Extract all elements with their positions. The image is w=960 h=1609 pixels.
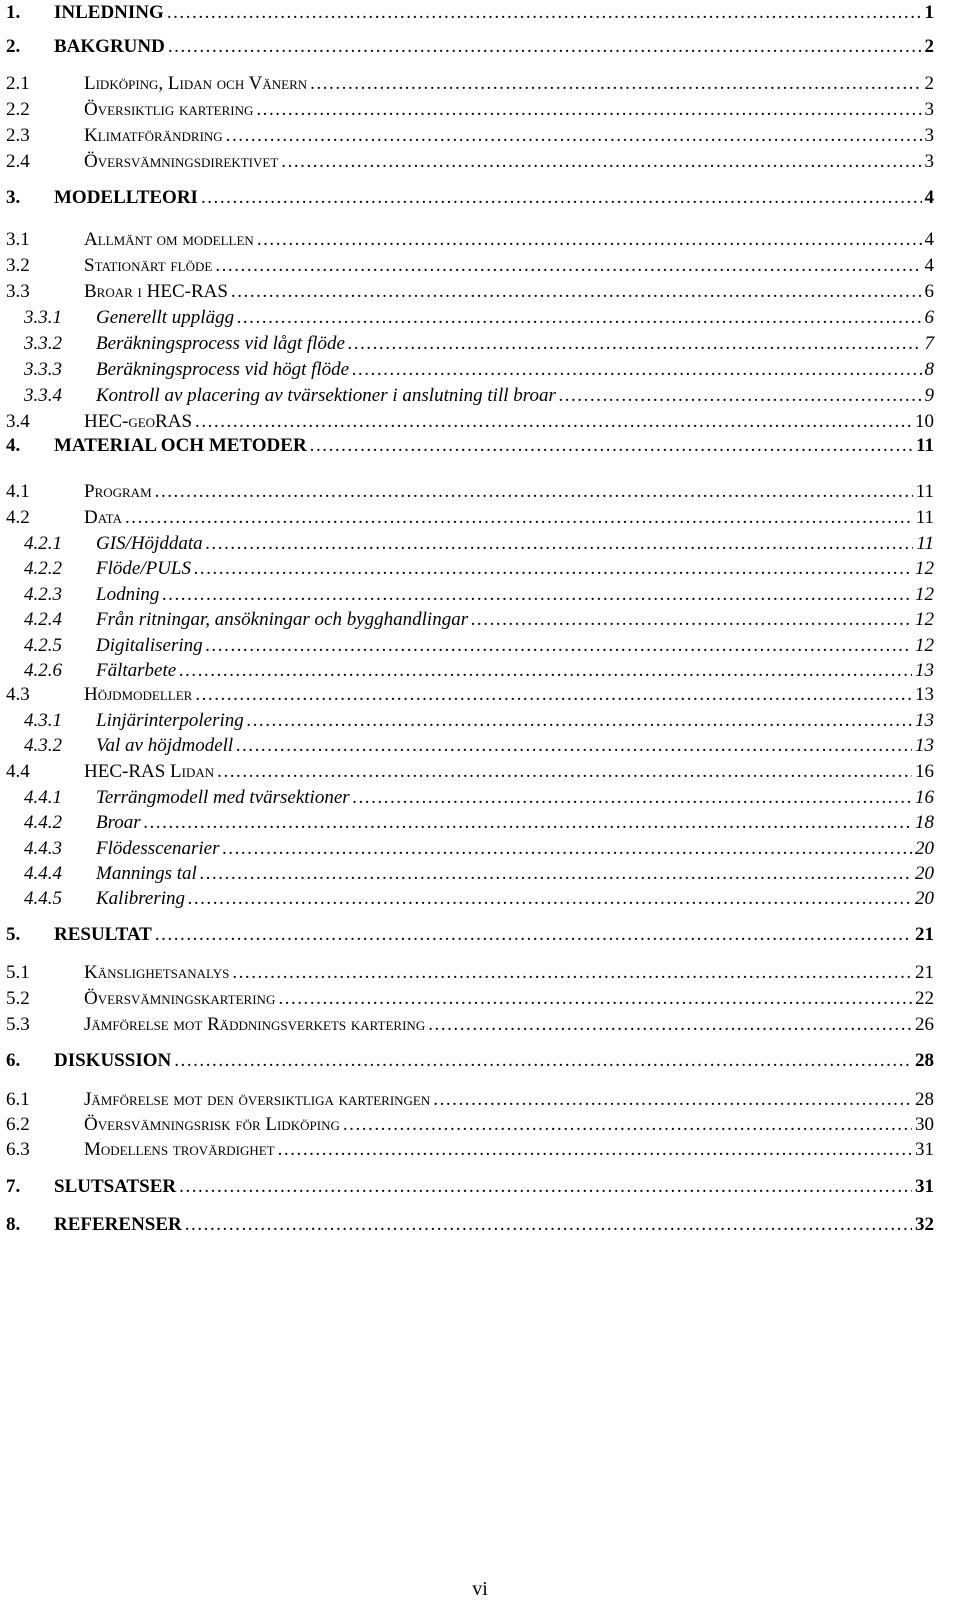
toc-entry-number: 4.4.1	[24, 787, 62, 808]
toc-entry-number: 4.2.6	[24, 660, 62, 681]
toc-entry[interactable]	[24, 556, 934, 582]
toc-entry-page: 22	[915, 988, 934, 1009]
toc-entry-title: Översvämningsrisk för Lidköping	[84, 1114, 340, 1135]
toc-entry-title: REFERENSER	[54, 1214, 182, 1235]
toc-entry-page: 16	[915, 787, 934, 808]
toc-entry-page: 9	[924, 385, 934, 406]
toc-entry[interactable]	[6, 123, 934, 149]
dot-leader	[226, 123, 922, 149]
toc-entry-page: 6	[924, 307, 934, 328]
toc-entry-title: BAKGRUND	[54, 36, 165, 57]
toc-entry-number: 4.3.2	[24, 735, 62, 756]
toc-entry-title: Jämförelse mot den översiktliga karteringen	[84, 1089, 431, 1110]
dot-leader	[162, 582, 912, 608]
toc-entry[interactable]	[24, 836, 934, 862]
toc-entry-page: 12	[915, 609, 934, 630]
toc-entry[interactable]	[24, 861, 934, 887]
toc-entry-title: HEC-geoRAS	[84, 411, 193, 432]
toc-entry[interactable]	[6, 253, 934, 279]
toc-entry-page: 4	[924, 187, 934, 208]
dot-leader	[433, 1087, 912, 1113]
toc-entry-title: Känslighetsanalys	[84, 962, 230, 983]
toc-entry-number: 2.2	[6, 99, 30, 120]
toc-entry[interactable]	[6, 409, 934, 435]
toc-entry-page: 13	[915, 684, 934, 705]
toc-entry[interactable]	[24, 708, 934, 734]
toc-entry-page: 20	[915, 888, 934, 909]
toc-entry-number: 6.1	[6, 1089, 30, 1110]
toc-entry-page: 2	[924, 73, 934, 94]
toc-entry[interactable]	[6, 1087, 934, 1113]
toc-entry-page: 3	[924, 125, 934, 146]
toc-entry-title: Fältarbete	[96, 660, 177, 681]
toc-entry-title: Data	[84, 507, 122, 528]
toc-entry[interactable]	[6, 149, 934, 175]
toc-entry-title: Översvämningskartering	[84, 988, 276, 1009]
toc-entry[interactable]	[24, 383, 934, 409]
dot-leader	[232, 960, 912, 986]
toc-entry-page: 4	[924, 229, 934, 250]
dot-leader	[195, 409, 912, 435]
toc-entry-page: 28	[915, 1050, 934, 1071]
toc-entry-number: 5.2	[6, 988, 30, 1009]
toc-entry-page: 12	[915, 635, 934, 656]
toc-entry[interactable]	[6, 0, 934, 26]
dot-leader	[167, 0, 922, 26]
toc-entry[interactable]	[24, 633, 934, 659]
toc-entry-title: Översiktlig kartering	[84, 99, 254, 120]
dot-leader	[125, 505, 913, 531]
dot-leader	[155, 479, 913, 505]
dot-leader	[168, 34, 922, 60]
toc-entry-number: 3.3.1	[24, 307, 62, 328]
dot-leader	[310, 71, 921, 97]
toc-entry-title: MATERIAL OCH METODER	[54, 435, 307, 456]
dot-leader	[179, 658, 912, 684]
toc-entry[interactable]	[6, 34, 934, 60]
toc-entry-title: Flödesscenarier	[96, 838, 220, 859]
toc-entry-title: Mannings tal	[96, 863, 197, 884]
toc-entry-title: Terrängmodell med tvärsektioner	[96, 787, 350, 808]
toc-entry[interactable]	[6, 279, 934, 305]
toc-entry[interactable]	[6, 479, 934, 505]
toc-entry-page: 20	[915, 863, 934, 884]
toc-entry[interactable]	[6, 97, 934, 123]
toc-entry-page: 1	[924, 2, 934, 23]
toc-entry-title: Digitalisering	[96, 635, 203, 656]
toc-entry-page: 11	[915, 481, 934, 502]
toc-entry-number: 6.2	[6, 1114, 30, 1135]
toc-entry-page: 16	[915, 761, 934, 782]
dot-leader	[256, 97, 921, 123]
toc-entry-page: 31	[915, 1139, 934, 1160]
toc-entry-page: 4	[924, 255, 934, 276]
dot-leader	[352, 357, 921, 383]
toc-entry-page: 28	[915, 1089, 934, 1110]
toc-entry-page: 20	[915, 838, 934, 859]
toc-entry-title: Broar	[96, 812, 141, 833]
toc-entry-number: 6.	[6, 1050, 21, 1071]
dot-leader	[257, 227, 922, 253]
toc-entry-number: 4.1	[6, 481, 30, 502]
toc-entry-number: 1.	[6, 2, 21, 23]
toc-entry-page: 11	[916, 533, 934, 554]
toc-entry[interactable]	[6, 1012, 934, 1038]
dot-leader	[200, 861, 912, 887]
dot-leader	[343, 1112, 912, 1138]
dot-leader	[215, 253, 921, 279]
toc-entry-number: 4.2	[6, 507, 30, 528]
toc-entry-title: Val av höjdmodell	[96, 735, 234, 756]
dot-leader	[247, 708, 912, 734]
toc-entry-title: SLUTSATSER	[54, 1176, 177, 1197]
toc-entry-title: Flöde/PULS	[96, 558, 191, 579]
toc-entry-number: 7.	[6, 1176, 21, 1197]
toc-entry-page: 12	[915, 558, 934, 579]
toc-entry-title: Översvämningsdirektivet	[84, 151, 279, 172]
toc-entry-title: Kalibrering	[96, 888, 186, 909]
toc-entry[interactable]	[24, 357, 934, 383]
toc-entry[interactable]	[24, 331, 934, 357]
toc-entry[interactable]	[24, 886, 934, 912]
toc-entry-title: RESULTAT	[54, 924, 152, 945]
toc-entry[interactable]	[6, 759, 934, 785]
dot-leader	[348, 331, 922, 357]
toc-entry-title: Från ritningar, ansökningar och bygghandlingar	[96, 609, 469, 630]
dot-leader	[201, 185, 922, 211]
toc-entry-page: 10	[915, 411, 934, 432]
toc-entry-title: Lodning	[96, 584, 160, 605]
toc-entry-title: Linjärinterpolering	[96, 710, 244, 731]
dot-leader	[471, 607, 912, 633]
dot-leader	[155, 922, 912, 948]
dot-leader	[310, 433, 913, 459]
toc-entry-page: 8	[924, 359, 934, 380]
toc-entry-page: 7	[924, 333, 934, 354]
dot-leader	[185, 1212, 912, 1238]
toc-entry-number: 3.	[6, 187, 21, 208]
toc-entry-number: 3.3.4	[24, 385, 62, 406]
toc-entry-page: 11	[915, 507, 934, 528]
dot-leader	[194, 556, 912, 582]
toc-entry[interactable]	[6, 1112, 934, 1138]
dot-leader	[428, 1012, 912, 1038]
toc-entry-number: 3.4	[6, 411, 30, 432]
toc-entry-number: 5.3	[6, 1014, 30, 1035]
toc-entry[interactable]	[6, 986, 934, 1012]
dot-leader	[217, 759, 912, 785]
toc-entry-page: 12	[915, 584, 934, 605]
toc-entry-title: DISKUSSION	[54, 1050, 172, 1071]
toc-entry[interactable]	[6, 1048, 934, 1074]
toc-entry-page: 11	[916, 435, 934, 456]
toc-entry-page: 2	[924, 36, 934, 57]
toc-entry[interactable]	[24, 305, 934, 331]
toc-entry-title: HEC-RAS Lidan	[84, 761, 215, 782]
toc-entry-number: 4.4.3	[24, 838, 62, 859]
toc-entry-title: Klimatförändring	[84, 125, 223, 146]
toc-entry-title: Beräkningsprocess vid högt flöde	[96, 359, 350, 380]
toc-entry[interactable]	[6, 682, 934, 708]
toc-entry-number: 3.3.3	[24, 359, 62, 380]
toc-entry-title: Generellt upplägg	[96, 307, 235, 328]
dot-leader	[195, 682, 912, 708]
dot-leader	[144, 810, 912, 836]
toc-entry-title: Beräkningsprocess vid lågt flöde	[96, 333, 345, 354]
toc-entry[interactable]	[6, 227, 934, 253]
dot-leader	[179, 1174, 912, 1200]
toc-entry-number: 4.3	[6, 684, 30, 705]
toc-entry-number: 2.	[6, 36, 21, 57]
dot-leader	[231, 279, 922, 305]
toc-entry-title: MODELLTEORI	[54, 187, 198, 208]
toc-entry[interactable]	[6, 1174, 934, 1200]
toc-entry-number: 4.2.3	[24, 584, 62, 605]
toc-entry-number: 4.2.5	[24, 635, 62, 656]
toc-entry[interactable]	[24, 785, 934, 811]
toc-entry[interactable]	[6, 960, 934, 986]
toc-entry-number: 6.3	[6, 1139, 30, 1160]
page-number: vi	[472, 1578, 488, 1600]
toc-entry-page: 31	[915, 1176, 934, 1197]
toc-entry-page: 18	[915, 812, 934, 833]
toc-entry-page: 6	[924, 281, 934, 302]
dot-leader	[278, 1137, 912, 1163]
toc-entry[interactable]	[24, 582, 934, 608]
toc-entry[interactable]	[24, 531, 934, 557]
dot-leader	[222, 836, 912, 862]
toc-entry-page: 13	[915, 660, 934, 681]
toc-entry-title: Modellens trovärdighet	[84, 1139, 275, 1160]
dot-leader	[278, 986, 912, 1012]
dot-leader	[559, 383, 922, 409]
toc-entry[interactable]	[6, 505, 934, 531]
toc-entry-number: 4.4.2	[24, 812, 62, 833]
toc-entry[interactable]	[24, 607, 934, 633]
toc-entry-number: 4.	[6, 435, 21, 456]
toc-entry[interactable]	[24, 658, 934, 684]
toc-entry[interactable]	[6, 433, 934, 459]
dot-leader	[236, 733, 912, 759]
toc-entry-number: 4.4	[6, 761, 30, 782]
toc-entry[interactable]	[6, 1212, 934, 1238]
toc-entry-number: 3.3	[6, 281, 30, 302]
toc-entry[interactable]	[6, 71, 934, 97]
toc-entry-page: 21	[915, 924, 934, 945]
dot-leader	[281, 149, 921, 175]
toc-entry-number: 2.4	[6, 151, 30, 172]
toc-entry-number: 5.	[6, 924, 21, 945]
toc-entry-number: 4.2.1	[24, 533, 62, 554]
toc-entry-title: Allmänt om modellen	[84, 229, 254, 250]
toc-entry-page: 30	[915, 1114, 934, 1135]
toc-entry-title: GIS/Höjddata	[96, 533, 203, 554]
toc-entry-number: 2.3	[6, 125, 30, 146]
toc-entry[interactable]	[6, 185, 934, 211]
dot-leader	[206, 633, 912, 659]
dot-leader	[237, 305, 921, 331]
toc-entry-title: Program	[84, 481, 152, 502]
toc-entry-number: 3.2	[6, 255, 30, 276]
toc-entry-number: 2.1	[6, 73, 30, 94]
toc-entry-number: 4.2.4	[24, 609, 62, 630]
toc-entry-page: 32	[915, 1214, 934, 1235]
toc-entry-page: 3	[924, 99, 934, 120]
toc-entry[interactable]	[6, 1137, 934, 1163]
toc-entry-page: 13	[915, 710, 934, 731]
toc-entry[interactable]	[6, 922, 934, 948]
toc-entry-number: 4.3.1	[24, 710, 62, 731]
toc-entry-number: 4.4.4	[24, 863, 62, 884]
toc-entry-title: Stationärt flöde	[84, 255, 213, 276]
toc-entry-page: 3	[924, 151, 934, 172]
dot-leader	[188, 886, 912, 912]
toc-entry-title: Lidköping, Lidan och Vänern	[84, 73, 308, 94]
toc-entry[interactable]	[24, 733, 934, 759]
toc-entry-title: Jämförelse mot Räddningsverkets kartering	[84, 1014, 426, 1035]
toc-entry-page: 13	[915, 735, 934, 756]
toc-entry-number: 3.1	[6, 229, 30, 250]
toc-entry-title: Broar i HEC-RAS	[84, 281, 228, 302]
toc-entry-number: 4.4.5	[24, 888, 62, 909]
toc-entry-title: Höjdmodeller	[84, 684, 193, 705]
toc-entry-title: INLEDNING	[54, 2, 164, 23]
toc-entry[interactable]	[24, 810, 934, 836]
dot-leader	[206, 531, 914, 557]
dot-leader	[174, 1048, 912, 1074]
toc-entry-number: 8.	[6, 1214, 21, 1235]
toc-entry-number: 4.2.2	[24, 558, 62, 579]
toc-entry-number: 5.1	[6, 962, 30, 983]
toc-entry-title: Kontroll av placering av tvärsektioner i anslutning till broar	[96, 385, 556, 406]
toc-entry-page: 26	[915, 1014, 934, 1035]
dot-leader	[353, 785, 912, 811]
toc-entry-page: 21	[915, 962, 934, 983]
toc-entry-number: 3.3.2	[24, 333, 62, 354]
